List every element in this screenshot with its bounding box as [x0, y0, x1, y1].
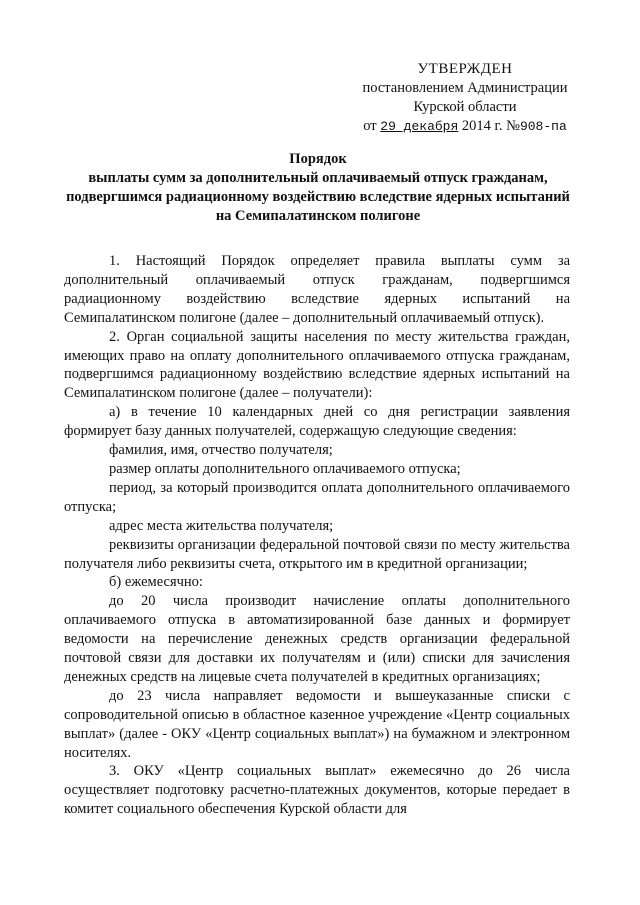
title-text: выплаты сумм за дополнительный оплачиваемый отпуск гражданам, подвергшимся радиационному воздействию вследствие ядерных испытаний на Семипалатинском полигоне	[66, 170, 570, 224]
paragraph: б) ежемесячно:	[109, 574, 203, 591]
handwritten-number: 908-па	[519, 119, 567, 134]
document-body	[64, 252, 570, 819]
date-year: 2014 г. №	[461, 118, 520, 134]
title-word: Порядок	[289, 151, 347, 167]
approval-date-line	[330, 117, 600, 136]
date-prefix: от	[363, 118, 377, 134]
document-title	[64, 150, 572, 226]
paragraph: 2. Орган социальной защиты населения по месту жительства граждан, имеющих право на оплату дополнительного оплачиваемого отпуска гражданам, подвергшимся радиационному воздействию вследствие ядерных испытаний на Семипалатинском полигоне (далее – получатели):	[64, 328, 570, 402]
approval-line-2: Курской области	[413, 99, 517, 115]
paragraph: реквизиты организации федеральной почтовой связи по месту жительства получателя либо реквизиты счета, открытого им в кредитной организации;	[64, 536, 570, 572]
paragraph: 3. ОКУ «Центр социальных выплат» ежемесячно до 26 числа осуществляет подготовку расчетно-платежных документов, которые передает в комитет социального обеспечения Курской области для	[64, 763, 570, 818]
paragraph: до 20 числа производит начисление оплаты дополнительного оплачиваемого отпуска в автоматизированной базе данных и формирует ведомости на перечисление денежных средств организации федеральной почтовой связи для доставки их получателям и (или) списки для зачисления денежных средств на лицевые счета получателей в кредитных организациях;	[64, 593, 570, 685]
paragraph: а) в течение 10 календарных дней со дня регистрации заявления формирует базу данных получателей, содержащую следующие сведения:	[64, 404, 570, 440]
paragraph: адрес места жительства получателя;	[109, 517, 334, 534]
approval-heading: УТВЕРЖДЕН	[417, 61, 513, 77]
paragraph: период, за который производится оплата дополнительного оплачиваемого отпуска;	[64, 479, 570, 515]
paragraph: размер оплаты дополнительного оплачиваемого отпуска;	[109, 460, 461, 477]
paragraph: 1. Настоящий Порядок определяет правила выплаты сумм за дополнительный оплачиваемый отпуск гражданам, подвергшимся радиационному воздействию вследствие ядерных испытаний на Семипалатинском полигоне (далее – дополнительный оплачиваемый отпуск).	[64, 253, 570, 326]
paragraph: до 23 числа направляет ведомости и вышеуказанные списки с сопроводительной описью в областное казенное учреждение «Центр социальных выплат» (далее - ОКУ «Центр социальных выплат») на бумажном и электронном носителях.	[64, 687, 570, 761]
handwritten-date: 29 декабря	[380, 119, 459, 134]
approval-line-1: постановлением Администрации	[362, 80, 568, 96]
approval-stamp	[330, 60, 600, 136]
paragraph: фамилия, имя, отчество получателя;	[109, 442, 333, 459]
